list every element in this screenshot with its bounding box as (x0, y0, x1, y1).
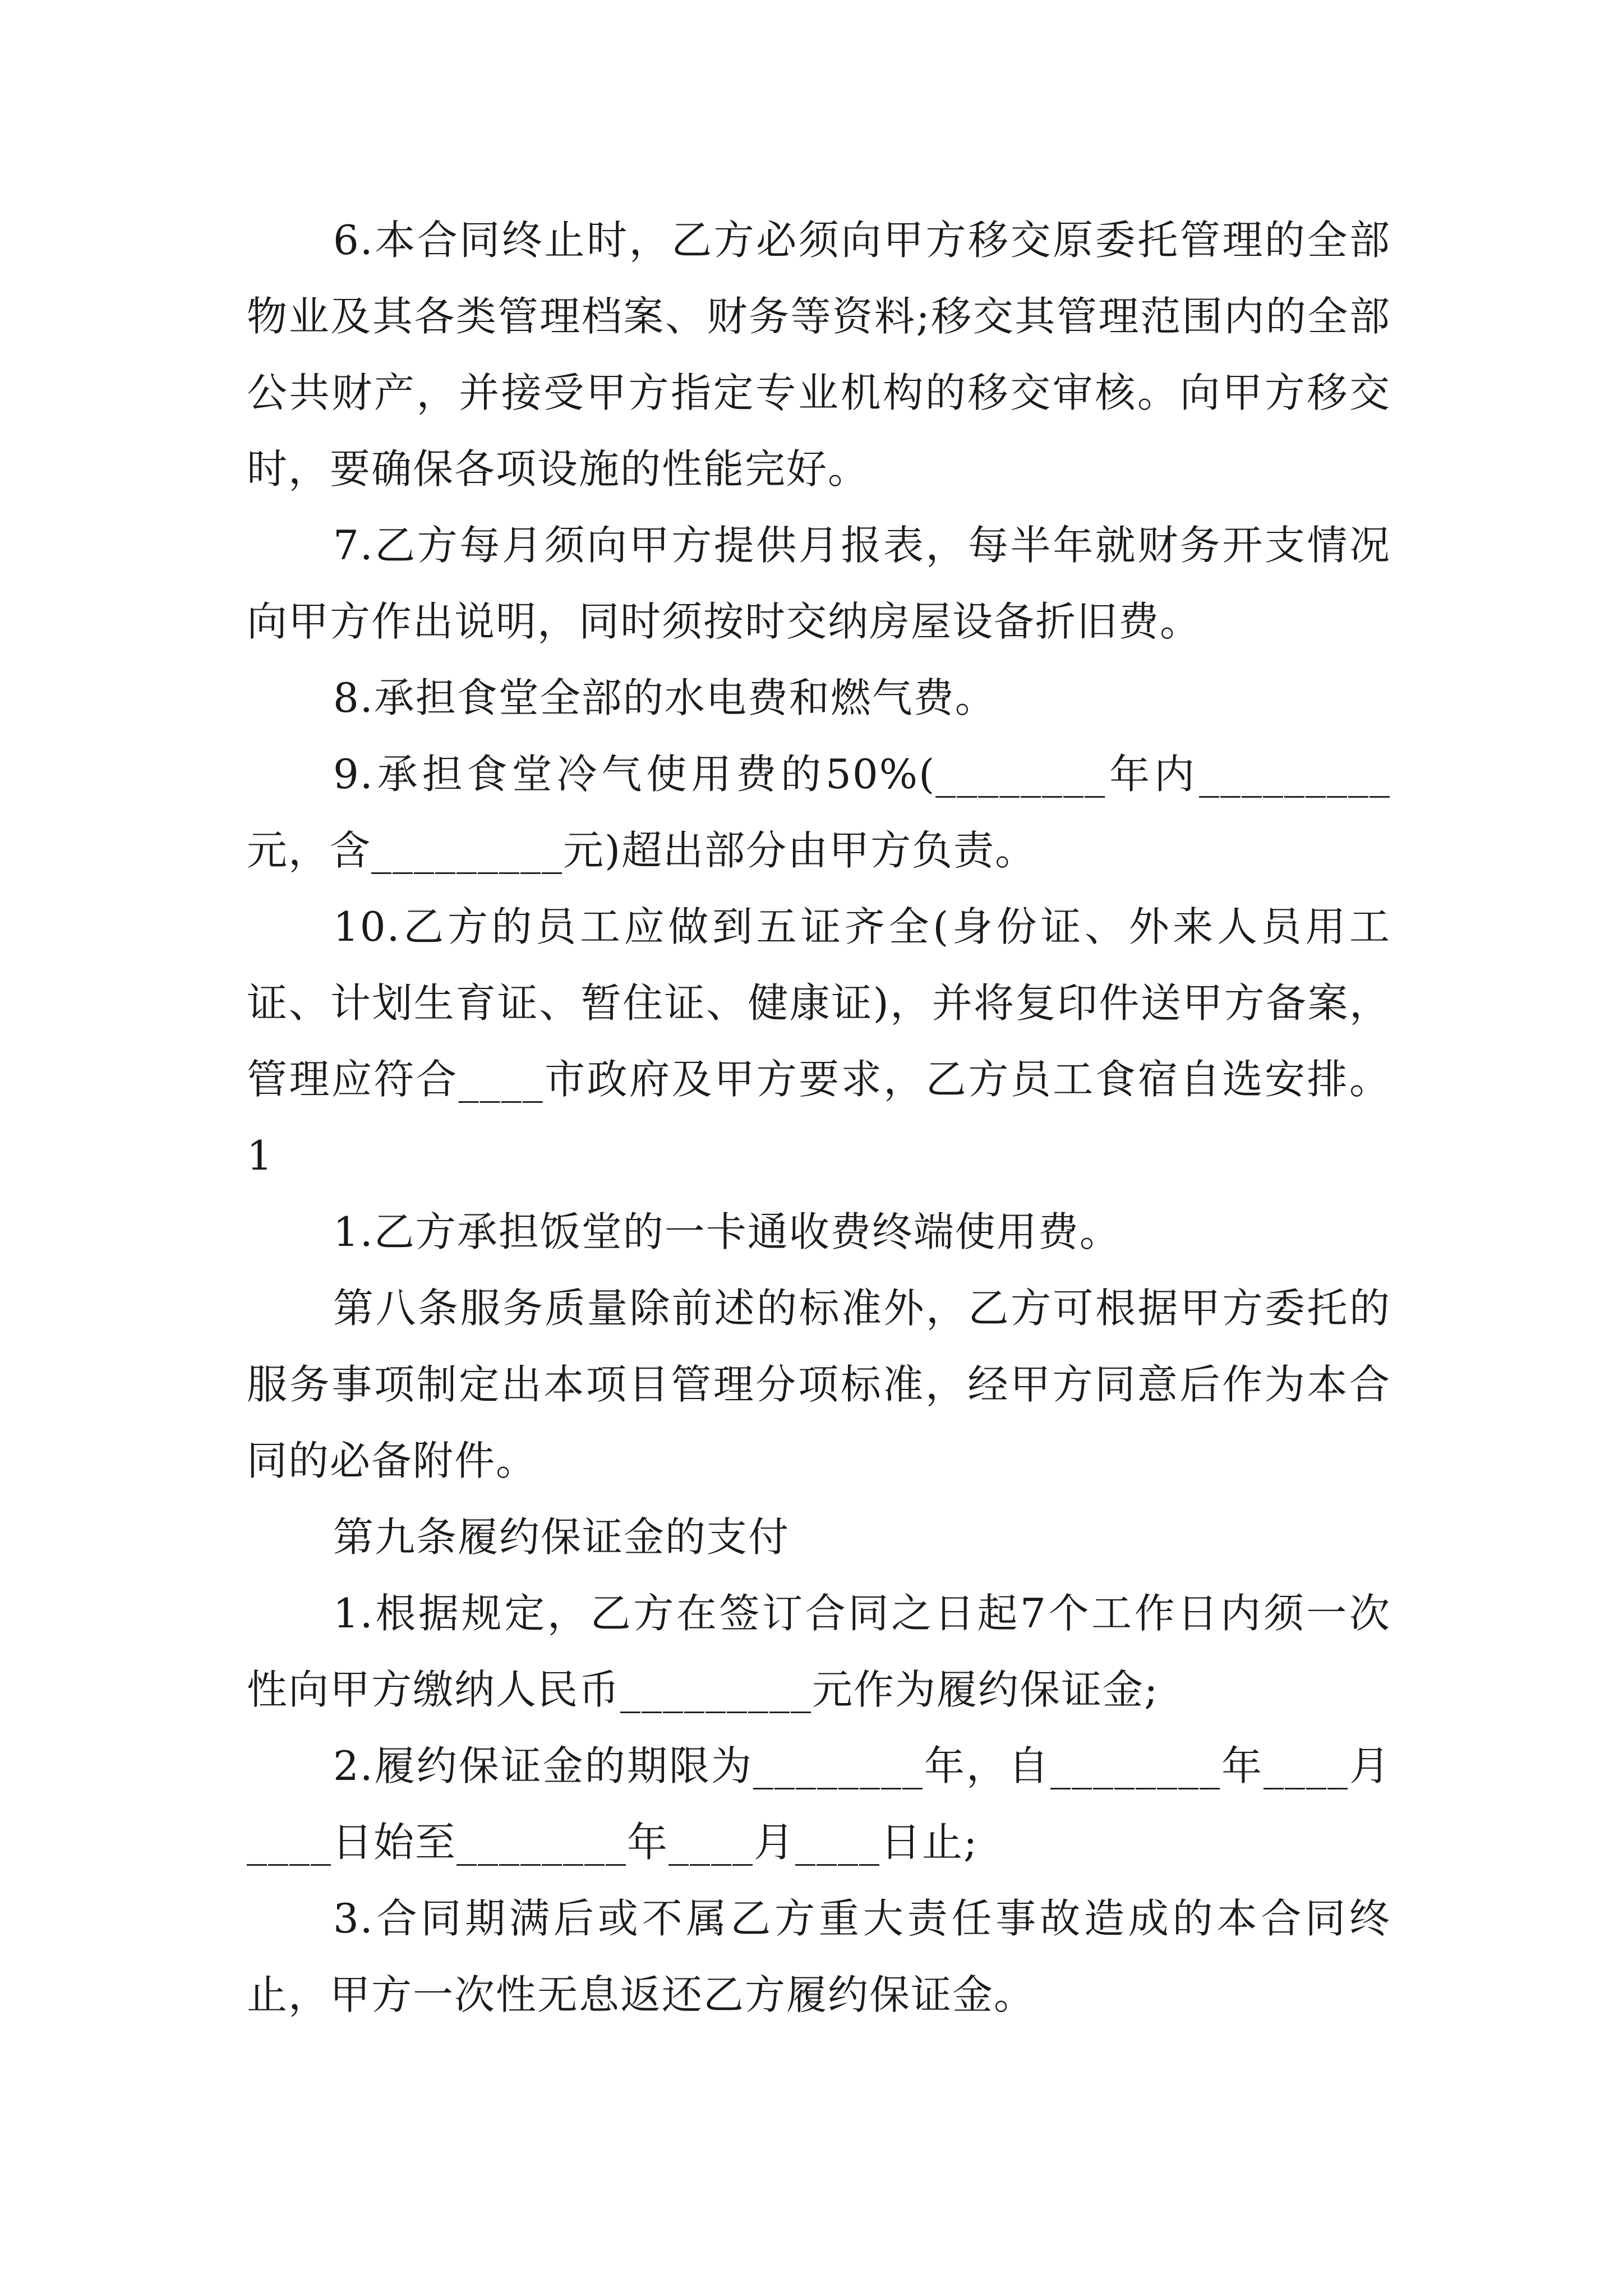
clause-10-staff-certificates: 10.乙方的员工应做到五证齐全(身份证、外来人员用工证、计划生育证、暂住证、健康证)，并将复印件送甲方备案，管理应符合____市政府及甲方要求，乙方员工食宿自选安排。1 (247, 903, 1391, 1179)
document-page (247, 202, 1391, 2033)
article-9-item-1: 1.根据规定，乙方在签订合同之日起7个工作日内须一次性向甲方缴纳人民币_________元作为履约保证金; (247, 1590, 1391, 1713)
article-9-heading: 第九条履约保证金的支付 (333, 1513, 790, 1561)
article-9-item-2: 2.履约保证金的期限为________年，自________年____月____日始至________年____月____日止; (247, 1742, 1391, 1866)
clause-8-utilities: 8.承担食堂全部的水电费和燃气费。 (333, 674, 997, 721)
article-9-item-3: 3.合同期满后或不属乙方重大责任事故造成的本合同终止，甲方一次性无息返还乙方履约保证金。 (247, 1895, 1391, 2018)
clause-6-handover: 6.本合同终止时，乙方必须向甲方移交原委托管理的全部物业及其各类管理档案、财务等资料;移交其管理范围内的全部公共财产，并接受甲方指定专业机构的移交审核。向甲方移交时，要确保各项设施的性能完好。 (247, 217, 1391, 493)
clause-11-card-terminal: 1.乙方承担饭堂的一卡通收费终端使用费。 (333, 1208, 1121, 1255)
clause-9-air-conditioning: 9.承担食堂冷气使用费的50%(________年内_________元，含_________元)超出部分由甲方负责。 (247, 751, 1391, 874)
article-8-service-quality: 第八条服务质量除前述的标准外，乙方可根据甲方委托的服务事项制定出本项目管理分项标准，经甲方同意后作为本合同的必备附件。 (247, 1285, 1391, 1484)
clause-7-monthly-report: 7.乙方每月须向甲方提供月报表，每半年就财务开支情况向甲方作出说明，同时须按时交纳房屋设备折旧费。 (247, 522, 1391, 645)
